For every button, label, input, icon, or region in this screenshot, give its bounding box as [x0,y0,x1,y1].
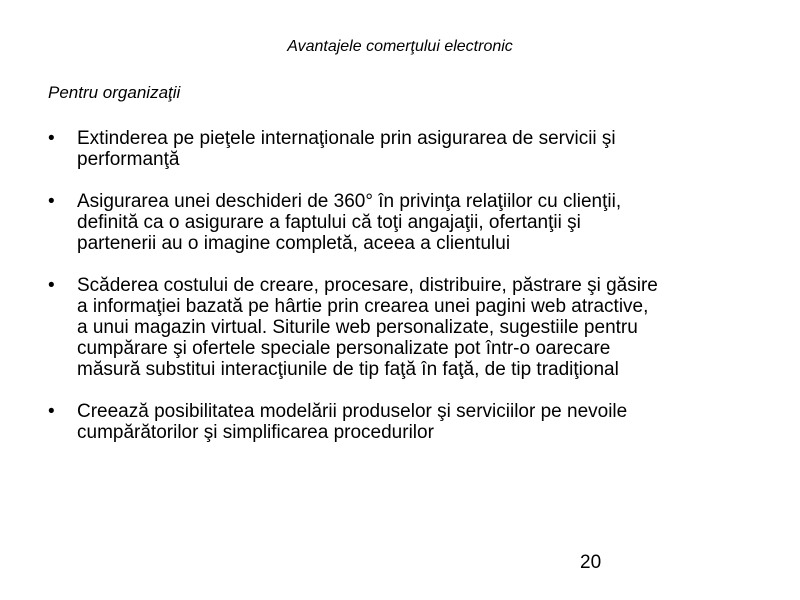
slide-title: Avantajele comerţului electronic [287,38,513,55]
bullet-text-line: Scăderea costului de creare, procesare, distribuire, păstrare şi găsire [77,275,658,296]
bullet-text-line: măsură substitui interacţiunile de tip faţă în faţă, de tip tradiţional [77,359,619,380]
bullet-text-line: cumpărare şi ofertele speciale personalizate pot într-o oarecare [77,338,611,359]
bullet-item [48,401,778,443]
page-number: 20 [580,552,602,573]
bullet-text-line: cumpărătorilor şi simplificarea procedurilor [77,422,434,443]
bullet-item [48,191,778,254]
bullet-item [48,275,778,380]
bullet-list [48,128,778,443]
bullet-text-line: definită ca o asigurare a faptului că toţi angajaţii, ofertanţii şi [77,212,581,233]
bullet-marker: • [48,275,55,296]
bullet-item [48,128,778,170]
bullet-text-line: partenerii au o imagine completă, aceea a clientului [77,233,511,254]
bullet-text-line: Extinderea pe pieţele internaţionale prin asigurarea de servicii şi [77,128,616,149]
bullet-text-line: a informaţiei bazată pe hârtie prin crearea unei pagini web atractive, [77,296,649,317]
bullet-marker: • [48,128,55,149]
bullet-marker: • [48,191,55,212]
bullet-text-line: a unui magazin virtual. Siturile web personalizate, sugestiile pentru [77,317,638,338]
bullet-text-line: Asigurarea unei deschideri de 360° în privinţa relaţiilor cu clienţii, [77,191,622,212]
bullet-text-line: performanţă [77,149,180,170]
slide-subtitle: Pentru organizaţii [48,83,181,102]
bullet-text-line: Creează posibilitatea modelării produselor şi serviciilor pe nevoile [77,401,628,422]
bullet-marker: • [48,401,55,422]
